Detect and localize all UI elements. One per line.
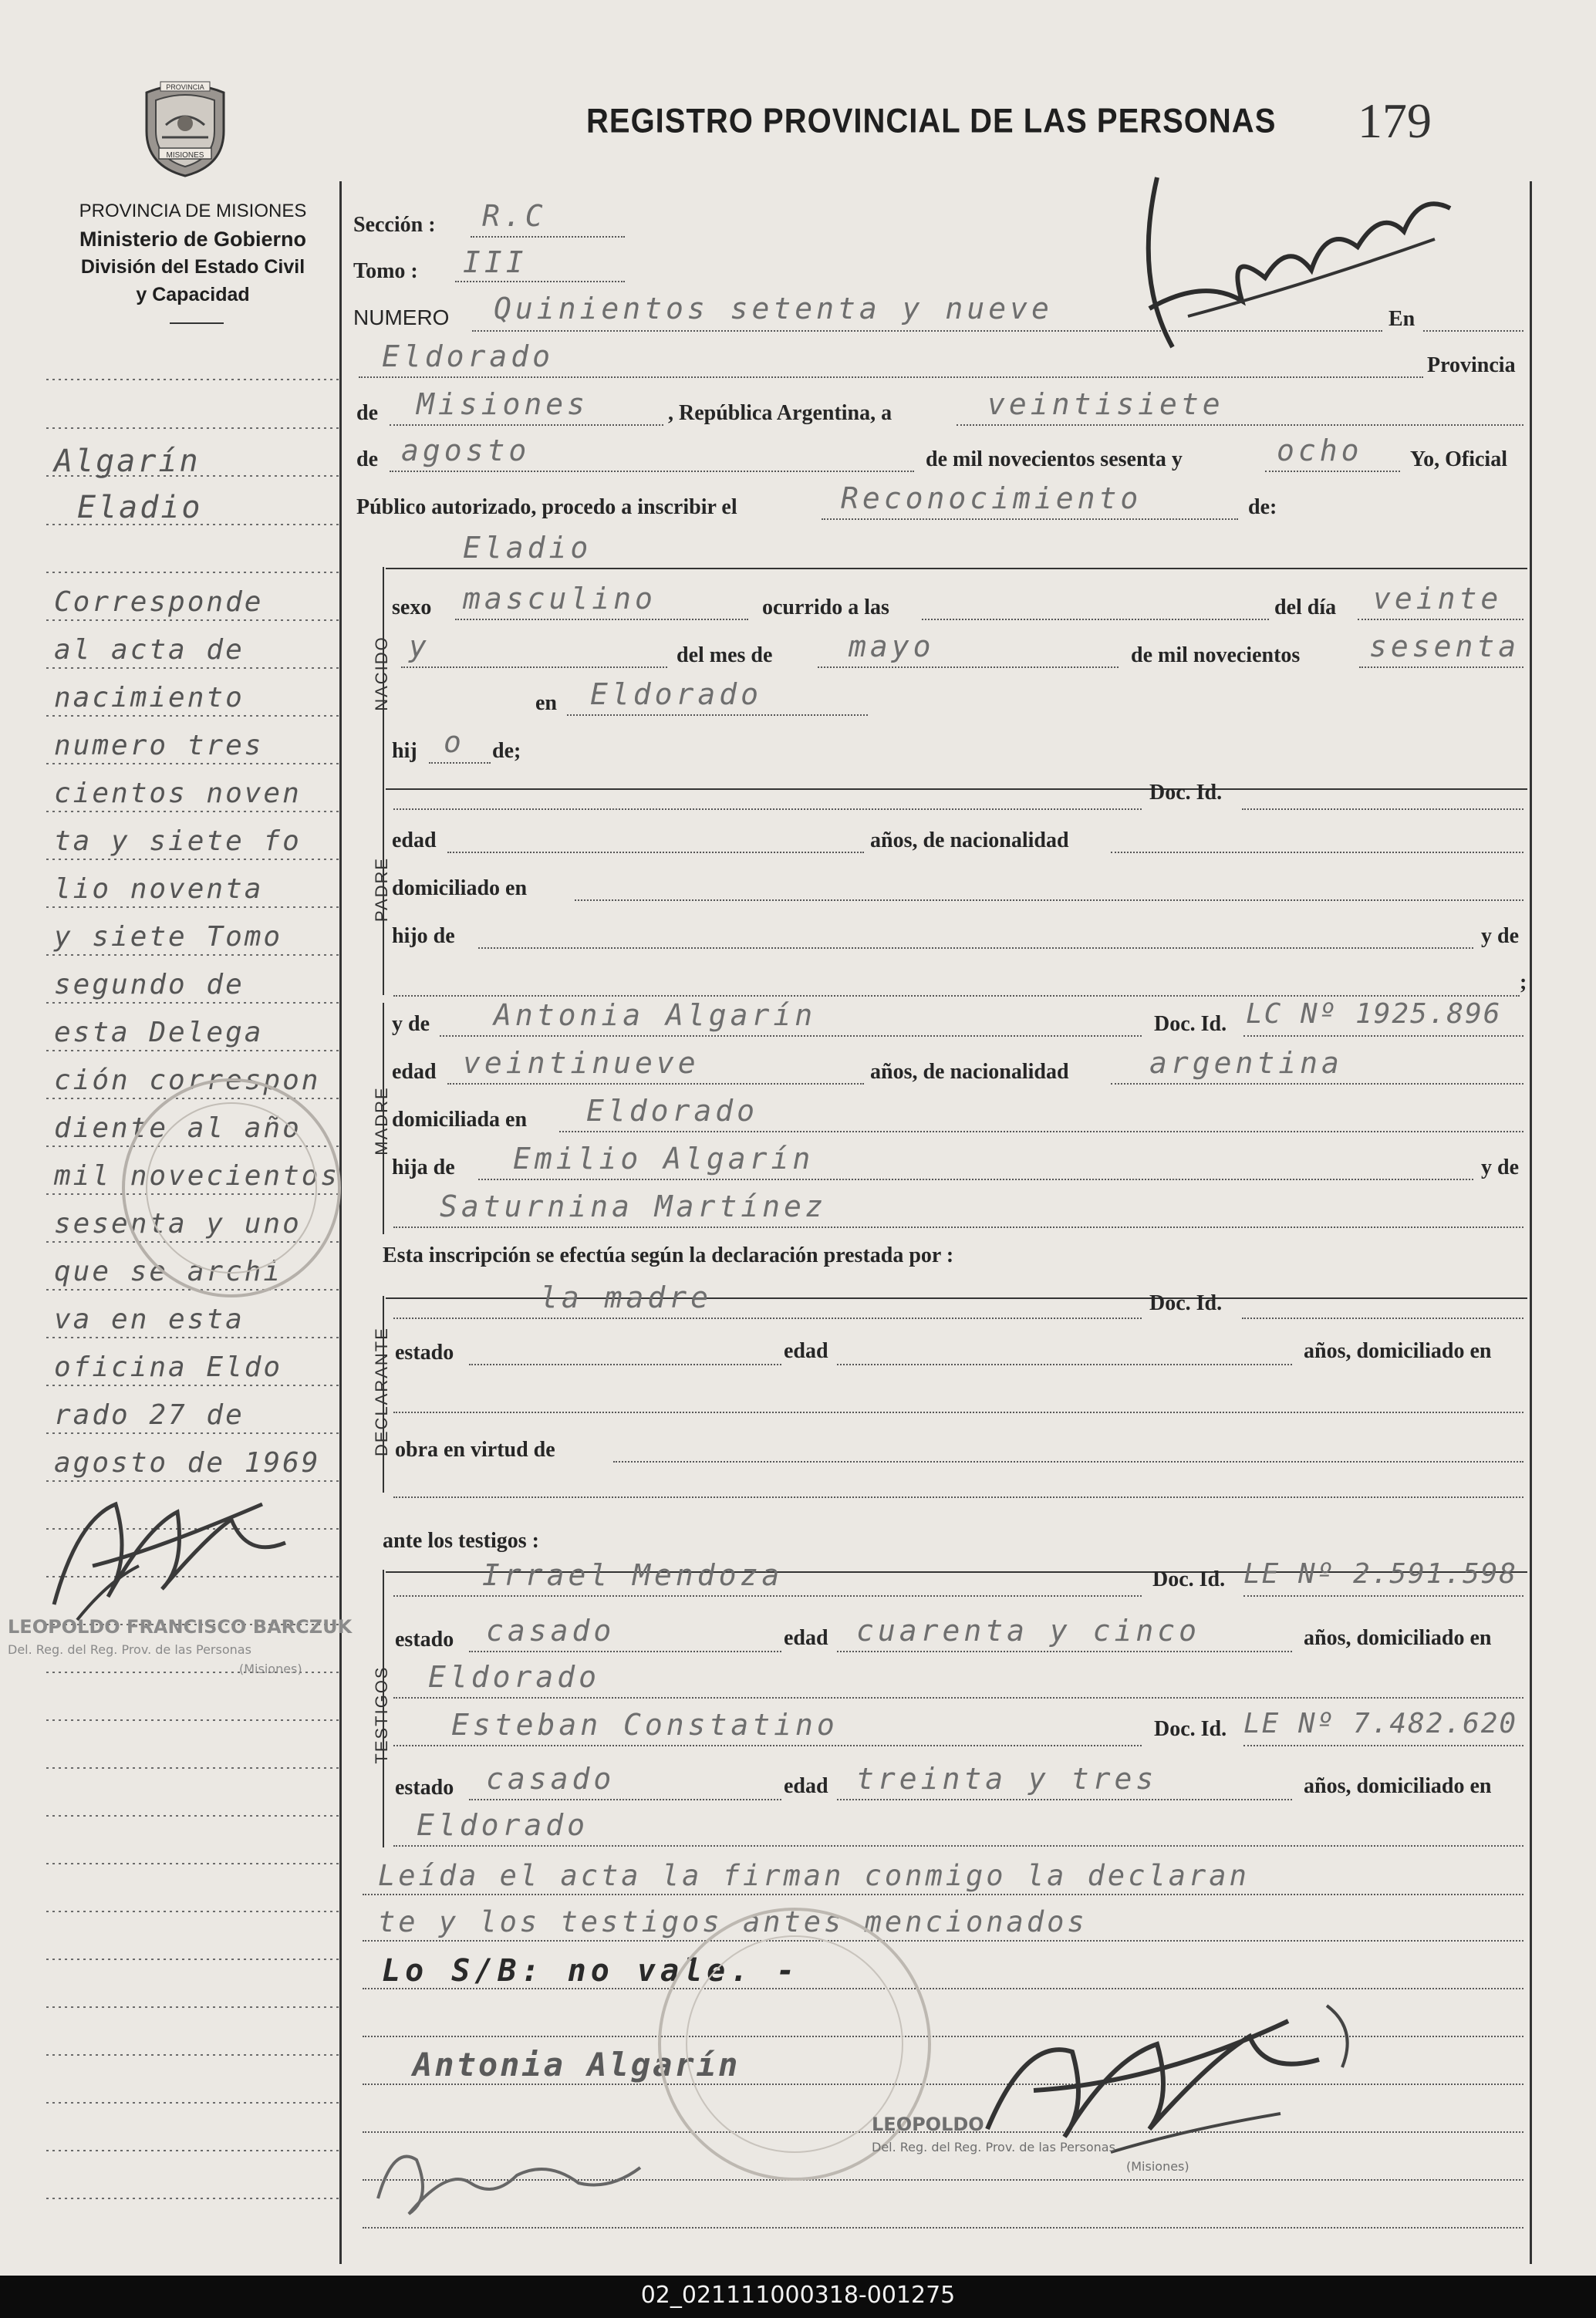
localidad-value: Eldorado <box>382 339 555 373</box>
testigo1-dom-label: años, domiciliado en <box>1304 1626 1492 1650</box>
testigo1-estado-label: estado <box>395 1628 454 1652</box>
provincia-line <box>390 424 663 426</box>
sexo-value: masculino <box>463 582 656 616</box>
testigo1-estado-line <box>469 1651 781 1652</box>
testigo1-value: Irrael Mendoza <box>482 1558 784 1592</box>
signature-header-icon <box>1111 162 1458 363</box>
province-name: PROVINCIA DE MISIONES <box>79 201 307 221</box>
madre-y-de-label: y de <box>392 1012 430 1036</box>
padre-doc-label: Doc. Id. <box>1149 781 1223 805</box>
madre-hija-label: hija de <box>392 1156 455 1179</box>
del-dia-label: del día <box>1274 596 1337 619</box>
padre-madre-line <box>393 995 1520 997</box>
margin-note-line: lio noventa <box>54 873 264 905</box>
margin-note-line: nacimiento <box>54 682 245 714</box>
mes-nac-value: mayo <box>849 629 935 663</box>
provincia-label: Provincia <box>1427 353 1516 377</box>
declarante-doc-line <box>1242 1318 1523 1319</box>
margin-note-line: ción correspon <box>54 1065 321 1096</box>
madre-edad-value: veintinueve <box>463 1046 700 1080</box>
ante-testigos-label: ante los testigos : <box>383 1529 539 1553</box>
seccion-value: R.C <box>482 199 547 233</box>
declarante-edad-label: edad <box>784 1339 828 1363</box>
margin-note-line: rado 27 de <box>54 1399 245 1431</box>
madre-madre-line <box>393 1226 1523 1228</box>
folio-number: 179 <box>1358 93 1432 148</box>
del-dia-cont-value: y <box>409 629 430 663</box>
padre-dom-label: domiciliado en <box>392 876 528 900</box>
lugar-nac-value: Eldorado <box>590 677 763 711</box>
testigo2-edad-value: treinta y tres <box>856 1762 1158 1796</box>
margin-signature-icon <box>31 1473 309 1628</box>
de-dos-puntos-label: de: <box>1248 495 1277 519</box>
madre-nac-label: años, de nacionalidad <box>870 1060 1069 1084</box>
localidad-line <box>359 376 1423 378</box>
inscripcion-label: Esta inscripción se efectúa según la declaración prestada por : <box>383 1243 954 1267</box>
republica-label: , República Argentina, a <box>668 401 892 425</box>
testigo2-value: Esteban Constatino <box>451 1708 838 1742</box>
hij-line <box>429 762 491 764</box>
stamp-name: LEOPOLDO <box>872 2114 984 2135</box>
margin-note-line: ta y siete fo <box>54 825 302 857</box>
cierre-text-1: Leída el acta la firman conmigo la declaran <box>378 1859 1250 1892</box>
del-dia-cont-line <box>401 666 667 668</box>
madre-madre-value: Saturnina Martínez <box>440 1189 827 1223</box>
del-dia-value: veinte <box>1373 582 1503 616</box>
cierre-line-1 <box>363 1894 1523 1895</box>
testigo2-dom-line <box>393 1845 1523 1847</box>
faded-round-stamp-icon <box>116 1072 347 1304</box>
madre-nombre-line <box>440 1035 1142 1037</box>
madre-nac-line <box>1111 1083 1523 1085</box>
declarante-estado-label: estado <box>395 1341 454 1365</box>
nacido-label: NACIDO <box>372 636 391 711</box>
acto-value: Reconocimiento <box>841 481 1142 515</box>
margin-stamp-province: (Misiones) <box>239 1662 302 1676</box>
margin-note-line: diente al año <box>54 1112 302 1144</box>
margin-surname: Algarín <box>54 444 201 479</box>
stamp-province: (Misiones) <box>1126 2159 1189 2174</box>
testigo2-edad-line <box>837 1799 1292 1800</box>
division-name: División del Estado Civil <box>80 256 305 278</box>
padre-hijo-label: hijo de <box>392 924 455 948</box>
de-mes-label: de <box>356 447 378 471</box>
yo-oficial-label: Yo, Oficial <box>1410 447 1507 471</box>
madre-dom-label: domiciliada en <box>392 1108 528 1132</box>
padre-nac-line <box>1111 852 1523 853</box>
del-dia-line <box>1358 619 1523 620</box>
testigo2-estado-label: estado <box>395 1776 454 1800</box>
margin-stamp-name: LEOPOLDO FRANCISCO BARCZUK <box>8 1616 353 1638</box>
seal-bottom-text: MISIONES <box>166 151 204 160</box>
testigo2-estado-value: casado <box>486 1762 616 1796</box>
padre-dom-line <box>575 899 1523 901</box>
nombre-value: Eladio <box>463 531 592 565</box>
stamp-title: Del. Reg. del Reg. Prov. de las Personas <box>872 2140 1115 2154</box>
margin-given-name: Eladio <box>77 490 203 525</box>
hij-de-label: de; <box>492 739 521 763</box>
padre-edad-line <box>447 852 864 853</box>
declarante-edad-line <box>837 1364 1292 1365</box>
padre-hijo-line <box>478 947 1473 949</box>
madre-nac-value: argentina <box>1149 1046 1343 1080</box>
padre-y-de-label: y de <box>1481 924 1519 948</box>
de-mil-nac-label: de mil novecientos <box>1131 643 1301 667</box>
de-mil-label: de mil novecientos sesenta y <box>926 447 1183 471</box>
seal-top-text: PROVINCIA <box>166 83 204 91</box>
anio-value: ocho <box>1277 434 1363 467</box>
publico-label: Público autorizado, procedo a inscribir el <box>356 495 737 519</box>
image-id-label: 02_021111000318-001275 <box>640 2282 956 2309</box>
testigo1-dom-value: Eldorado <box>428 1660 601 1694</box>
padre-semicolon: ; <box>1520 970 1527 994</box>
nombre-line <box>386 568 1527 569</box>
declarante-label: DECLARANTE <box>372 1327 391 1456</box>
sexo-line <box>455 619 748 620</box>
en-label: En <box>1388 307 1415 331</box>
testigo1-edad-value: cuarenta y cinco <box>856 1614 1201 1648</box>
numero-value: Quinientos setenta y nueve <box>494 292 1053 326</box>
anio-line <box>1265 471 1400 472</box>
madre-doc-label: Doc. Id. <box>1154 1012 1227 1036</box>
acto-line <box>822 518 1238 520</box>
en-nac-label: en <box>535 691 557 715</box>
tomo-value: III <box>463 245 528 279</box>
padre-nombre-line <box>393 808 1142 810</box>
testigo2-edad-label: edad <box>784 1774 828 1798</box>
margin-stamp-title: Del. Reg. del Reg. Prov. de las Personas <box>8 1642 251 1657</box>
declarante-nombre-line <box>393 1318 1142 1319</box>
madre-doc-value: LC Nº 1925.896 <box>1246 998 1502 1030</box>
declarante-dom-line <box>393 1412 1523 1413</box>
madre-edad-line <box>447 1083 864 1085</box>
sexo-label: sexo <box>392 596 432 619</box>
madre-hija-line <box>478 1179 1473 1180</box>
obra-line-2 <box>393 1496 1523 1498</box>
testigo2-line <box>393 1745 1142 1746</box>
mes-nac-line <box>818 666 1119 668</box>
ministry-name: Ministerio de Gobierno <box>79 228 307 251</box>
declarante-doc-label: Doc. Id. <box>1149 1291 1223 1315</box>
declarante-value: la madre <box>540 1280 713 1314</box>
padre-doc-line <box>1242 808 1523 810</box>
margin-note-line: va en esta <box>54 1304 245 1335</box>
anio-nac-line <box>1359 666 1523 668</box>
de-label: de <box>356 401 378 425</box>
numero-label: NUMERO <box>353 305 450 329</box>
hij-label: hij <box>392 739 417 763</box>
cierre-text-3: Lo S/B: no vale. - <box>382 1953 800 1989</box>
madre-dom-line <box>559 1131 1523 1132</box>
margin-note-line: oficina Eldo <box>54 1351 283 1383</box>
tomo-line <box>455 281 625 282</box>
right-rule <box>1530 181 1532 2264</box>
hora-line <box>922 619 1269 620</box>
padre-nac-label: años, de nacionalidad <box>870 828 1069 852</box>
tomo-label: Tomo : <box>353 259 418 283</box>
declarante-dom-label: años, domiciliado en <box>1304 1339 1492 1363</box>
testigo1-edad-line <box>837 1651 1292 1652</box>
madre-padre-value: Emilio Algarín <box>513 1142 815 1176</box>
margin-note-line: sesenta y uno <box>54 1208 302 1240</box>
margin-note-line: agosto de 1969 <box>54 1447 321 1479</box>
obra-label: obra en virtud de <box>395 1438 555 1462</box>
testigo1-doc-value: LE Nº 2.591.598 <box>1243 1558 1518 1590</box>
madre-label: MADRE <box>372 1086 391 1156</box>
lugar-nac-line <box>567 714 868 716</box>
margin-note-line: numero tres <box>54 730 264 761</box>
provincia-value: Misiones <box>417 387 589 421</box>
margin-note-line: esta Delega <box>54 1017 264 1048</box>
dia-value: veintisiete <box>987 387 1224 421</box>
margin-note-line: cientos noven <box>54 778 302 809</box>
mes-line <box>390 471 914 472</box>
margin-note-line: y siete Tomo <box>54 921 283 953</box>
madre-dom-value: Eldorado <box>586 1094 759 1128</box>
testigo1-doc-label: Doc. Id. <box>1152 1567 1226 1591</box>
hij-value: o <box>444 725 465 759</box>
seccion-line <box>471 236 625 238</box>
madre-edad-label: edad <box>392 1060 437 1084</box>
anio-nac-value: sesenta <box>1369 629 1520 663</box>
testigo1-dom-line <box>393 1697 1523 1699</box>
testigo2-doc-line <box>1243 1745 1523 1746</box>
testigo2-dom-value: Eldorado <box>417 1808 589 1842</box>
ocurrido-label: ocurrido a las <box>762 596 889 619</box>
dia-line <box>957 424 1523 426</box>
firma-madre: Antonia Algarín <box>413 2046 741 2084</box>
seccion-label: Sección : <box>353 213 436 237</box>
margin-official-stamp <box>8 1616 353 1676</box>
testigo2-doc-value: LE Nº 7.482.620 <box>1243 1708 1518 1739</box>
testigo2-dom-label: años, domiciliado en <box>1304 1774 1492 1798</box>
madre-doc-line <box>1243 1035 1523 1037</box>
testigo1-estado-value: casado <box>486 1614 616 1648</box>
mes-value: agosto <box>401 434 531 467</box>
madre-y-de2-label: y de <box>1481 1156 1519 1179</box>
obra-line <box>613 1461 1523 1463</box>
page-title: REGISTRO PROVINCIAL DE LAS PERSONAS <box>586 102 1277 140</box>
margin-note-line: segundo de <box>54 969 245 1000</box>
testigos-label: TESTIGOS <box>372 1665 391 1764</box>
division-name-2: y Capacidad <box>136 284 250 305</box>
testigo1-edad-label: edad <box>784 1626 828 1650</box>
declarante-estado-line <box>469 1364 781 1365</box>
del-mes-label: del mes de <box>677 643 773 667</box>
testigo1-line <box>393 1595 1142 1597</box>
margin-note-line: mil novecientos <box>54 1160 340 1192</box>
margin-note-line: que se archi <box>54 1256 283 1287</box>
padre-edad-label: edad <box>392 828 437 852</box>
testigo2-doc-label: Doc. Id. <box>1154 1717 1227 1741</box>
padre-top-line <box>386 788 1527 790</box>
madre-nombre-value: Antonia Algarín <box>494 998 817 1032</box>
official-stamp <box>872 2114 1189 2174</box>
margin-note-line: al acta de <box>54 634 245 666</box>
testigo2-estado-line <box>469 1799 781 1800</box>
padre-label: PADRE <box>372 856 391 923</box>
testigo1-doc-line <box>1243 1595 1523 1597</box>
cierre-text-2: te y los testigos antes mencionados <box>378 1905 1088 1938</box>
margin-note-line: Corresponde <box>54 586 264 618</box>
